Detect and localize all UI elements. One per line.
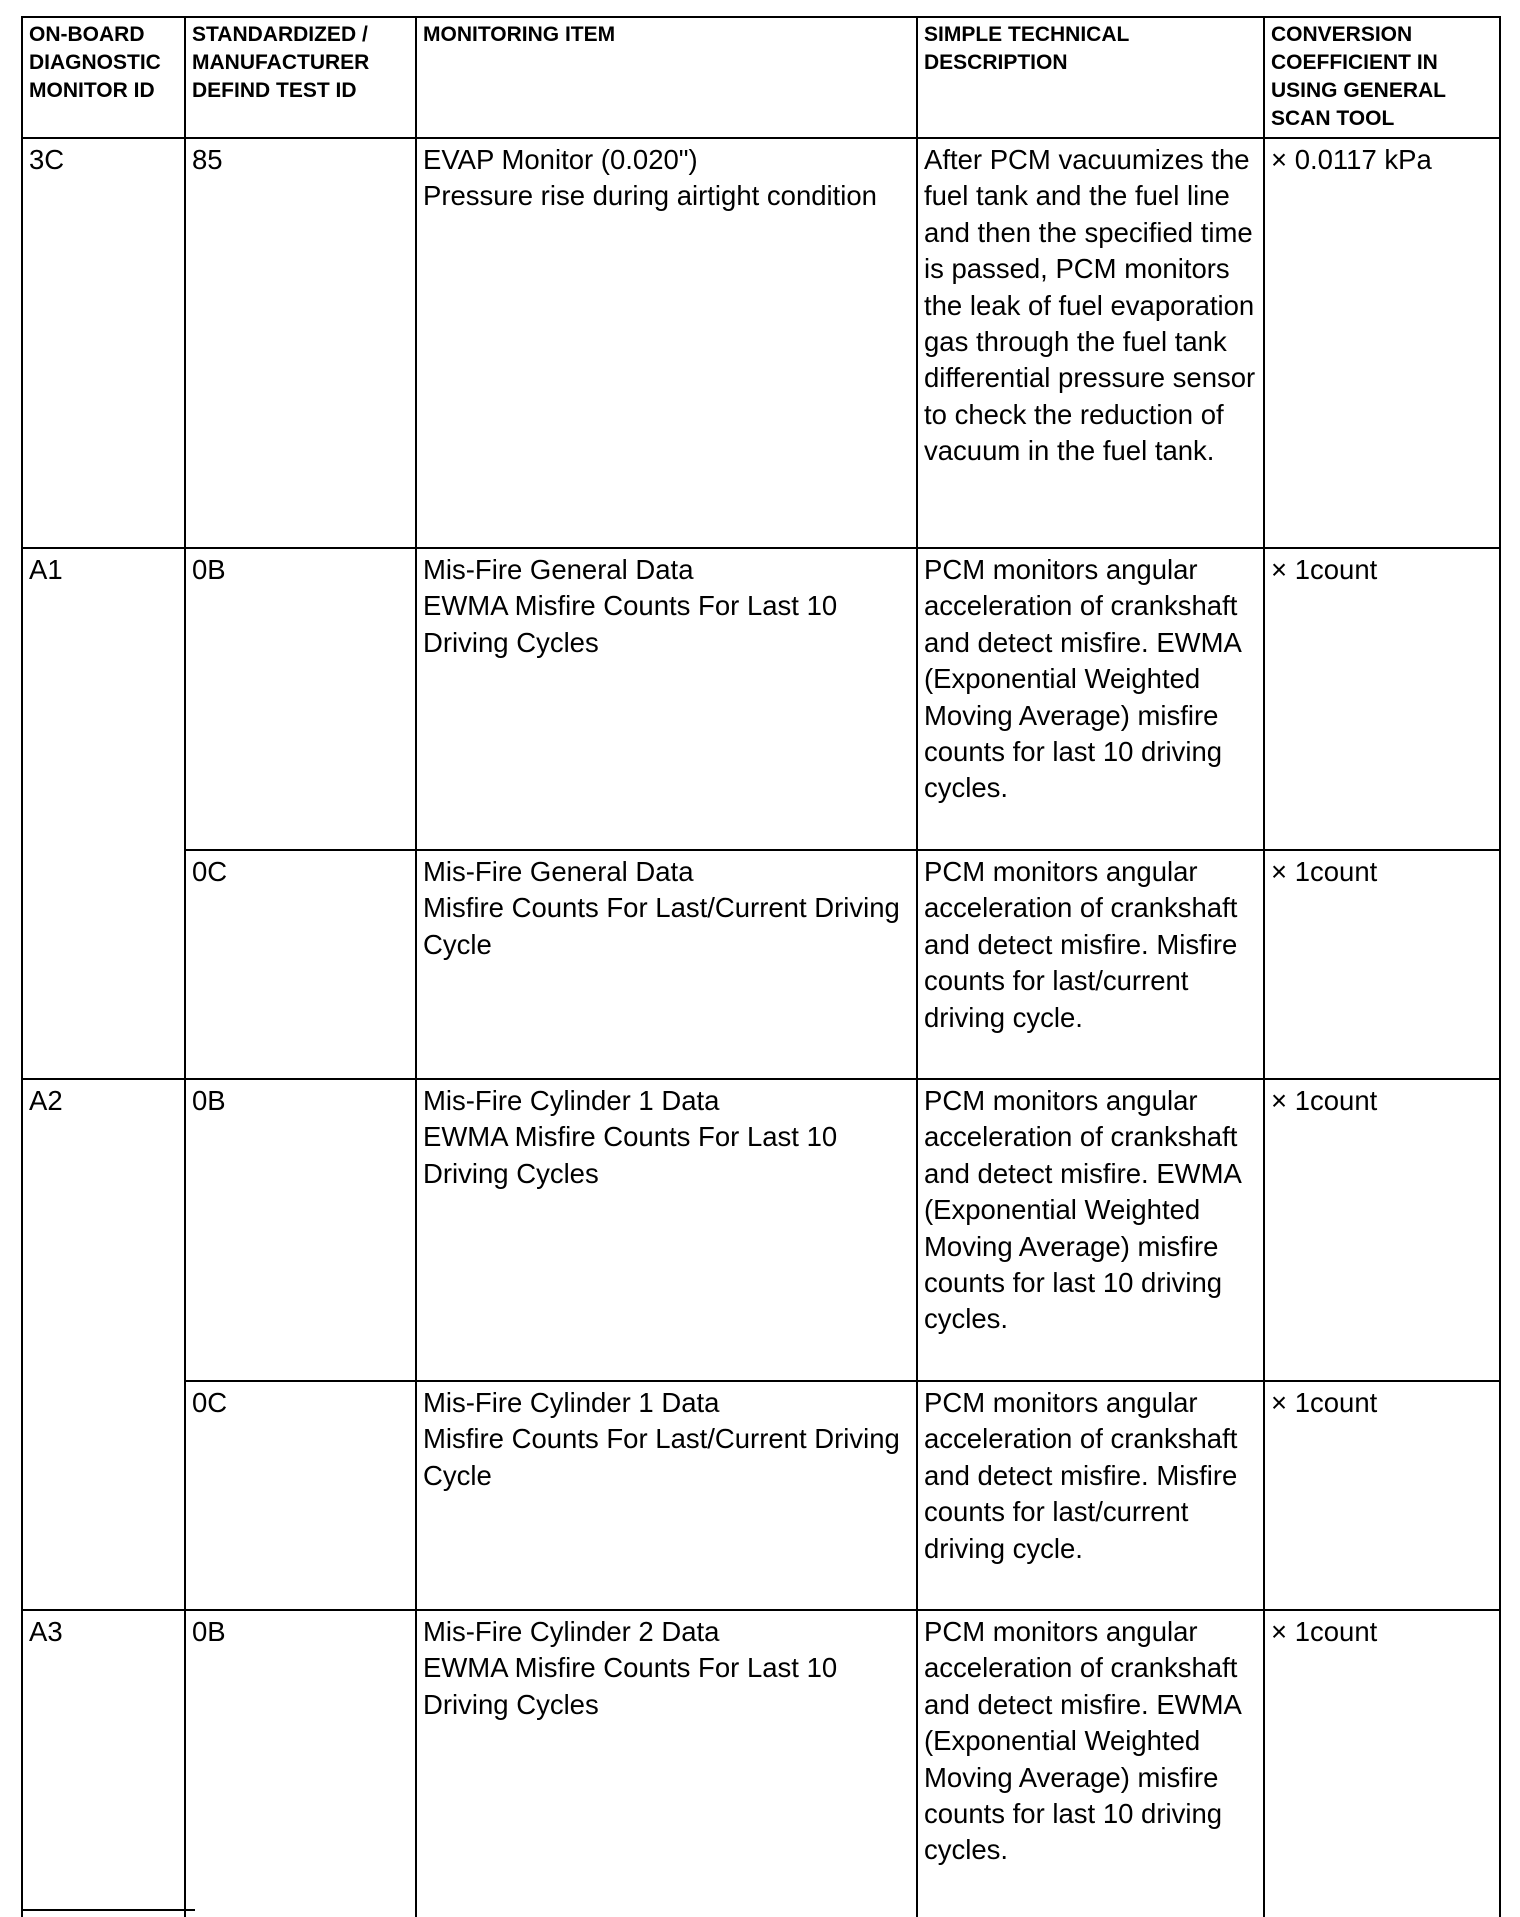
header-monitor-id: ON-BOARD DIAGNOSTIC MONITOR ID [22, 17, 185, 138]
monitoring-item-cell [416, 1381, 917, 1610]
coefficient-cell: × 1count [1264, 1079, 1500, 1381]
description-cell: PCM monitors angular acceleration of crankshaft and detect misfire. Misfire counts for last/current driving cycle. [917, 1381, 1264, 1610]
monitoring-item-cell [416, 1079, 917, 1381]
header-description: SIMPLE TECHNICAL DESCRIPTION [917, 17, 1264, 138]
test-id-cell: 0B [185, 1079, 416, 1381]
test-id-cell: 0C [185, 850, 416, 1079]
monitor-id-cell: A2 [22, 1079, 185, 1381]
monitoring-item-cell [416, 1610, 917, 1917]
table-row [22, 1079, 1500, 1381]
monitor-id-cell [22, 850, 185, 1079]
table-row [22, 1381, 1500, 1610]
table-row [22, 850, 1500, 1079]
monitor-id-cell [22, 1381, 185, 1610]
item-title: Mis-Fire Cylinder 1 Data [423, 1085, 720, 1116]
description-cell: PCM monitors angular acceleration of crankshaft and detect misfire. EWMA (Exponential Weighted Moving Average) misfire counts for last 10 driving cycles. [917, 1610, 1264, 1917]
header-row [22, 17, 1500, 138]
header-conversion-coefficient: CONVERSION COEFFICIENT IN USING GENERAL SCAN TOOL [1264, 17, 1500, 138]
monitor-id-cell: A1 [22, 548, 185, 850]
header-monitoring-item: MONITORING ITEM [416, 17, 917, 138]
item-detail: EWMA Misfire Counts For Last 10 Driving Cycles [423, 1121, 838, 1189]
monitor-id-cell: 3C [22, 138, 185, 548]
footnote-rule [21, 1909, 195, 1911]
test-id-cell: 0B [185, 548, 416, 850]
coefficient-cell: × 1count [1264, 1381, 1500, 1610]
table-row [22, 1610, 1500, 1917]
obd-monitor-table [21, 16, 1501, 1917]
description-cell: PCM monitors angular acceleration of crankshaft and detect misfire. EWMA (Exponential Weighted Moving Average) misfire counts for last 10 driving cycles. [917, 548, 1264, 850]
item-title: Mis-Fire General Data [423, 554, 694, 585]
item-detail: Misfire Counts For Last/Current Driving Cycle [423, 1423, 900, 1491]
item-detail: Misfire Counts For Last/Current Driving Cycle [423, 892, 900, 960]
table-row [22, 548, 1500, 850]
item-title: Mis-Fire General Data [423, 856, 694, 887]
monitoring-item-cell [416, 138, 917, 548]
table-row [22, 138, 1500, 548]
coefficient-cell: × 1count [1264, 850, 1500, 1079]
item-title: Mis-Fire Cylinder 2 Data [423, 1616, 720, 1647]
monitoring-item-cell [416, 850, 917, 1079]
item-title: Mis-Fire Cylinder 1 Data [423, 1387, 720, 1418]
item-detail: EWMA Misfire Counts For Last 10 Driving Cycles [423, 1652, 838, 1720]
coefficient-cell: × 0.0117 kPa [1264, 138, 1500, 548]
description-cell: PCM monitors angular acceleration of crankshaft and detect misfire. EWMA (Exponential Weighted Moving Average) misfire counts for last 10 driving cycles. [917, 1079, 1264, 1381]
description-cell: PCM monitors angular acceleration of crankshaft and detect misfire. Misfire counts for last/current driving cycle. [917, 850, 1264, 1079]
coefficient-cell: × 1count [1264, 548, 1500, 850]
item-detail: Pressure rise during airtight condition [423, 180, 877, 212]
item-detail: EWMA Misfire Counts For Last 10 Driving Cycles [423, 590, 838, 658]
header-test-id: STANDARDIZED / MANUFACTURER DEFIND TEST ID [185, 17, 416, 138]
description-cell: After PCM vacuumizes the fuel tank and the fuel line and then the specified time is passed, PCM monitors the leak of fuel evaporation gas through the fuel tank differential pressure sensor to check the reduction of vacuum in the fuel tank. [917, 138, 1264, 548]
monitor-id-cell: A3 [22, 1610, 185, 1917]
monitoring-item-cell [416, 548, 917, 850]
coefficient-cell: × 1count [1264, 1610, 1500, 1917]
test-id-cell: 0C [185, 1381, 416, 1610]
test-id-cell: 0B [185, 1610, 416, 1917]
test-id-cell: 85 [185, 138, 416, 548]
item-title: EVAP Monitor (0.020") [423, 144, 698, 175]
